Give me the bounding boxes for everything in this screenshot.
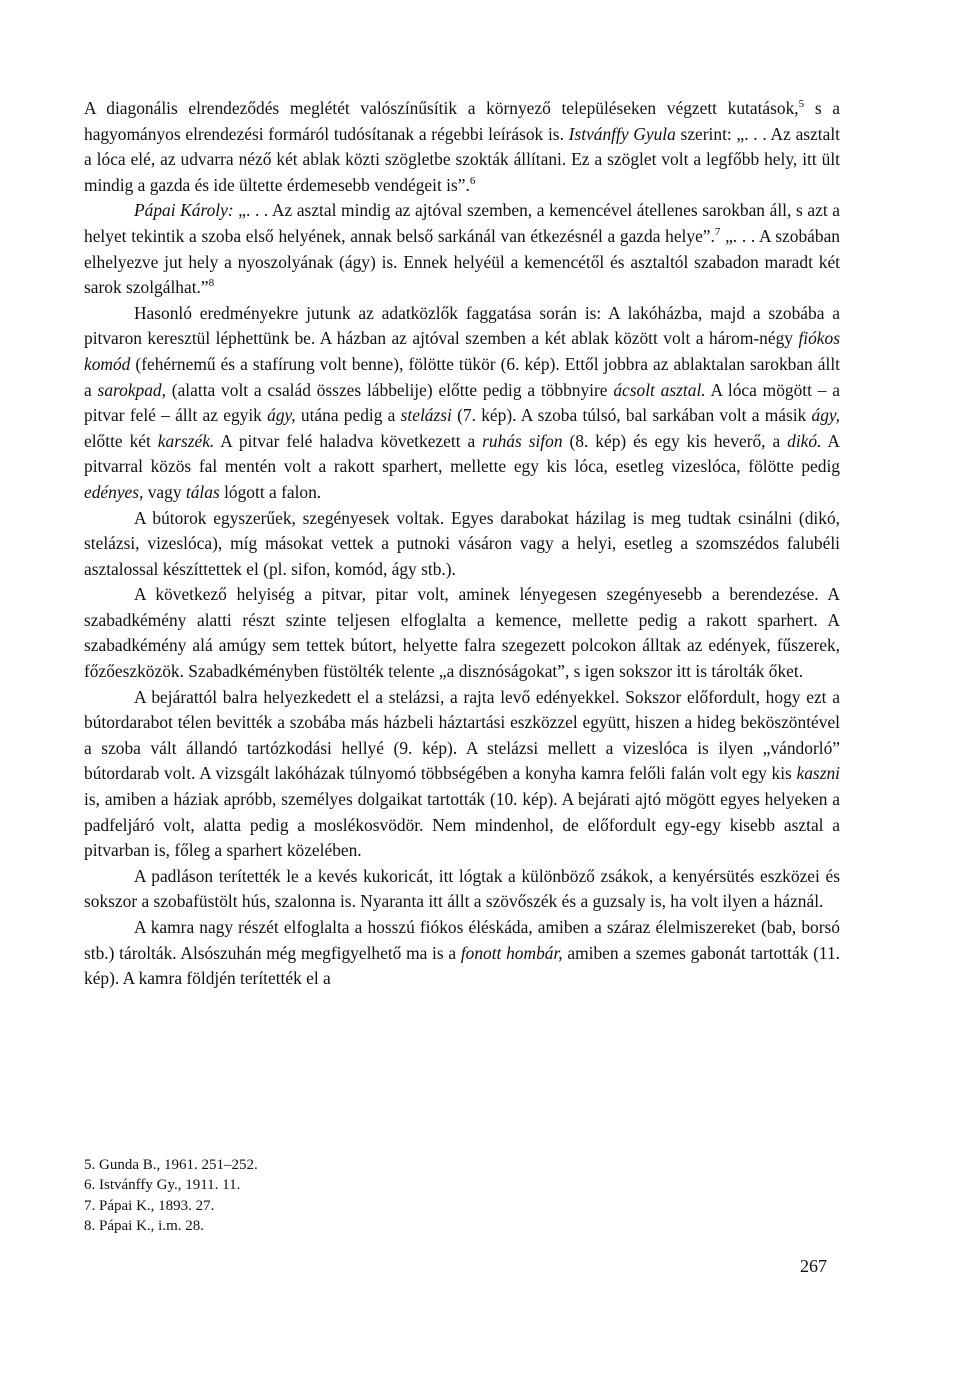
footnote-ref: 8 <box>208 277 215 290</box>
paragraph <box>84 301 840 506</box>
text-run: is, amiben a háziak apróbb, személyes dolgaikat tartották (10. kép). A bejárati ajtó mögött egyes helyeken a padfeljáró volt, alatta pedig a moslékosvödör. Nem mindenhol, de előfordult egy-egy kisebb asztal a pitvarban is, főleg a sparhert közelében. <box>84 789 840 861</box>
page-number: 267 <box>800 1256 827 1276</box>
text-run: vagy <box>143 481 186 502</box>
italic-term: fonott hombár, <box>460 942 563 963</box>
text-run: Hasonló eredményekre jutunk az adatközlők faggatása során is: A lakóházba, majd a szobába a pitvaron keresztül léphettünk be. A házban az ajtóval szemben a két ablak között volt a három-négy <box>84 302 840 349</box>
footnote: 5. Gunda B., 1961. 251–252. <box>84 1157 258 1173</box>
italic-term: tálas <box>185 481 220 502</box>
paragraph <box>84 506 840 583</box>
text-run: utána pedig a <box>295 405 401 426</box>
text-run: előtte két <box>84 430 158 451</box>
text-run: amiben a szemes gabonát tartották (11. kép). A kamra földjén terítették el a <box>84 942 840 989</box>
footnote-ref: 5 <box>798 98 805 111</box>
italic-term: ágy, <box>267 405 296 426</box>
text-run: szerint: „. . . Az asztalt a lóca elé, az udvarra néző két ablak közti szögletbe szokták állítani. Ez a szöglet volt a legfőbb hely, itt ült mindig a gazda és ide ültette érdemesebb vendégeit is”. <box>84 123 840 195</box>
italic-term: karszék. <box>157 430 215 451</box>
italic-term: fiókos komód <box>84 328 840 374</box>
paragraph <box>84 685 840 864</box>
text-run: „. . . Az asztal mindig az ajtóval szemben, a kemencével átellenes sarokban áll, s azt a helyet tekintik a szoba első helyének, annak belső sarkánál van étkezésnél a gazda helye”. <box>84 200 840 246</box>
paragraph <box>84 915 840 992</box>
text-run: (8. kép) és egy kis heverő, a <box>562 430 788 451</box>
italic-term: dikó. <box>787 430 822 451</box>
paragraph <box>84 864 840 915</box>
italic-term: stelázsi <box>400 405 452 426</box>
text-run: (alatta volt a család összes lábbelije) előtte pedig a többnyire <box>165 379 614 400</box>
text-run: (7. kép). A szoba túlsó, bal sarkában volt a másik <box>451 405 812 426</box>
footnote-ref: 6 <box>469 174 476 187</box>
italic-term: ruhás sifon <box>482 430 563 451</box>
paragraph <box>84 96 840 198</box>
italic-term: ácsolt asztal. <box>613 379 706 400</box>
italic-term: Pápai Károly: <box>134 200 234 221</box>
footnote-ref: 7 <box>714 226 721 239</box>
footnotes <box>84 1155 484 1237</box>
text-run: (fehérnemű és a stafírung volt benne), fölötte tükör (6. kép). Ettől jobbra az ablaktalan sarokban állt a <box>84 353 840 400</box>
italic-term: Istvánffy Gyula <box>568 123 676 144</box>
italic-term: kaszni <box>796 763 840 784</box>
footnote: 8. Pápai K., i.m. 28. <box>84 1218 204 1235</box>
italic-term: edényes, <box>84 481 144 502</box>
italic-term: sarokpad, <box>97 379 166 400</box>
footnote: 7. Pápai K., 1893. 27. <box>84 1197 215 1214</box>
text-run: A következő helyiség a pitvar, pitar volt, aminek lényegesen szegényesebb a berendezése. A szabadkémény alatti részt szinte teljesen elfoglalta a kemence, mellette pedig a rakott sparhert. A szabadkémény alá amúgy sem tettek bútort, helyette falra szegezett polcokon álltak az edények, fűszerek, főzőeszközök. Szabadkéményben füstölték telente „a disznóságokat”, s igen sokszor itt is tárolták őket. <box>84 584 840 682</box>
text-run: A bútorok egyszerűek, szegényesek voltak. Egyes darabokat házilag is meg tudtak csinálni (dikó, stelázsi, vizeslóca), míg másokat vettek a putnoki vásáron vagy a helyi, esetleg a szomszédos falubéli asztalossal készíttettek el (pl. sifon, komód, ágy stb.). <box>84 507 840 579</box>
text-run: A pitvar felé haladva következett a <box>214 430 483 451</box>
text-run: A padláson terítették le a kevés kukoricát, itt lógtak a különböző zsákok, a kenyérsütés eszközei és sokszor a szobafüstölt hús, szalonna is. Nyaranta itt állt a szövőszék és a guzsaly is, ha volt ilyen a háznál. <box>84 865 840 912</box>
text-run: A bejárattól balra helyezkedett el a stelázsi, a rajta levő edényekkel. Sokszor előfordult, hogy ezt a bútordarabot télen bevitték a szobába más házbeli háztartási eszközzel együtt, hiszen a hideg beköszöntével a szoba vált állandó tartózkodási hellyé (9. kép). A stelázsi mellett a vizeslóca is ilyen „vándorló” bútordarab volt. A vizsgált lakóházak túlnyomó többségében a konyha kamra felőli falán volt egy kis <box>84 686 840 784</box>
body-text <box>84 96 840 992</box>
text-run: A kamra nagy részét elfoglalta a hosszú fiókos éléskáda, amiben a száraz élelmiszereket (bab, borsó stb.) tárolták. Alsószuhán még megfigyelhető ma is a <box>84 917 840 963</box>
text-run: s a hagyományos elrendezési formáról tudósítanak a régebbi leírások is. <box>84 98 840 144</box>
text-run: A pitvarral közös fal mentén volt a rakott sparhert, mellette egy kis lóca, esetleg vizeslóca, fölötte pedig <box>84 430 840 477</box>
footnote: 6. Istvánffy Gy., 1911. 11. <box>84 1177 241 1194</box>
paragraph <box>84 582 840 684</box>
paragraph <box>84 198 840 300</box>
text-run: lógott a falon. <box>219 481 322 502</box>
text-run: A lóca mögött – a pitvar felé – állt az egyik <box>84 379 840 426</box>
italic-term: ágy, <box>811 405 840 426</box>
text-run: „. . . A szobában elhelyezve jut hely a nyoszolyának (ágy) is. Ennek helyéül a kemencétől és asztaltól szabadon maradt két sarok szolgálhat.” <box>84 225 840 298</box>
text-run: A diagonális elrendeződés meglétét valószínűsítik a környező településeken végzett kutatások, <box>84 98 799 118</box>
